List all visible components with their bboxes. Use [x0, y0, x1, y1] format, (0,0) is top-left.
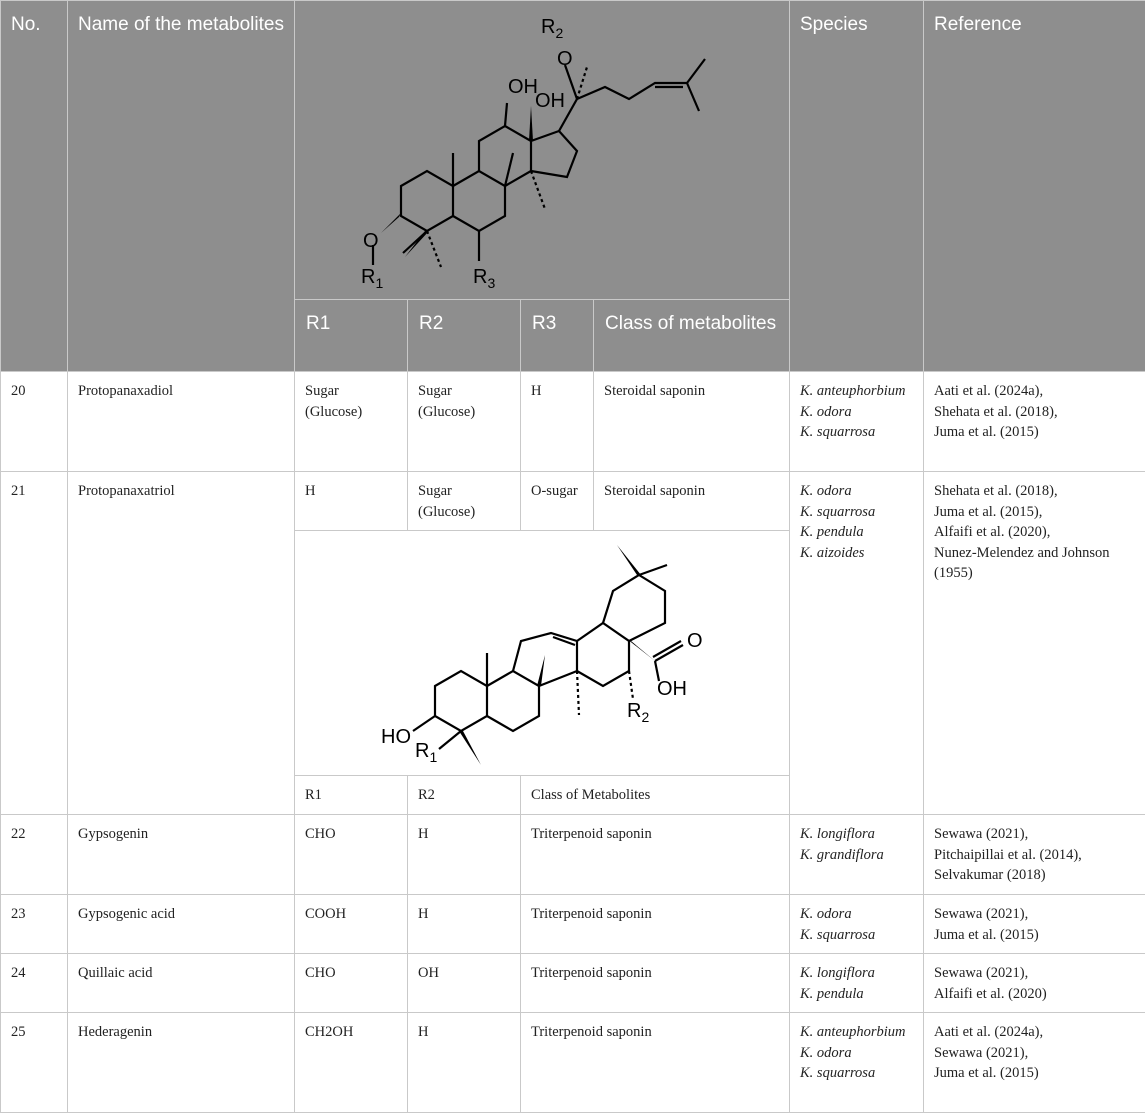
row-class: Triterpenoid saponin: [521, 815, 790, 895]
row-no: 22: [1, 815, 68, 895]
table-row: [1, 895, 1145, 954]
row-species: K. longiflora K. pendula: [790, 954, 924, 1013]
row-class: Steroidal saponin: [594, 372, 790, 472]
oh-label-c14: OH: [535, 90, 565, 112]
oh-label-c12: OH: [508, 76, 538, 98]
r1-label: $R_1$: [361, 266, 383, 291]
header-reference: Reference: [924, 1, 1145, 372]
row-r1: CH2OH: [295, 1013, 408, 1113]
dammarane-skeleton-image: [295, 1, 791, 299]
subheader2-r2: R2: [408, 776, 521, 815]
row-r1: Sugar (Glucose): [295, 372, 408, 472]
oleanane-skeleton-image: [295, 531, 789, 775]
row-r2: H: [408, 815, 521, 895]
row-refs: Sewawa (2021), Alfaifi et al. (2020): [924, 954, 1145, 1013]
row-class: Triterpenoid saponin: [521, 954, 790, 1013]
subheader-r2: R2: [408, 300, 521, 372]
row-no: 23: [1, 895, 68, 954]
o-label-carbonyl: O: [687, 630, 703, 652]
table-row: [1, 815, 1145, 895]
row-name: Protopanaxadiol: [68, 372, 295, 472]
row-name: Protopanaxatriol: [68, 472, 295, 815]
row-name: Gypsogenic acid: [68, 895, 295, 954]
row-r3: H: [521, 372, 594, 472]
subheader2-class: Class of Metabolites: [521, 776, 790, 815]
subheader-r3: R3: [521, 300, 594, 372]
row-species: K. anteuphorbium K. odora K. squarrosa: [790, 1013, 924, 1113]
r2-label-oleanane: $R_2$: [627, 700, 649, 725]
row-r1: CHO: [295, 954, 408, 1013]
row-r2: H: [408, 895, 521, 954]
table-row: [1, 954, 1145, 1013]
structure-oleanane: [295, 531, 790, 776]
row-class: Triterpenoid saponin: [521, 895, 790, 954]
row-species: K. longiflora K. grandiflora: [790, 815, 924, 895]
o-label-side: O: [557, 48, 573, 70]
row-name: Hederagenin: [68, 1013, 295, 1113]
row-name: Gypsogenin: [68, 815, 295, 895]
row-r2: H: [408, 1013, 521, 1113]
header-no: No.: [1, 1, 68, 372]
header-species: Species: [790, 1, 924, 372]
r1-label-oleanane: $R_1$: [415, 740, 437, 765]
row-r2: Sugar (Glucose): [408, 472, 521, 531]
row-no: 20: [1, 372, 68, 472]
subheader2-r1: R1: [295, 776, 408, 815]
subheader-class: Class of metabolites: [594, 300, 790, 372]
table-row: [1, 372, 1145, 472]
row-refs: Sewawa (2021), Pitchaipillai et al. (2014), Selvakumar (2018): [924, 815, 1145, 895]
table-row: [1, 1013, 1145, 1113]
row-refs: Aati et al. (2024a), Shehata et al. (2018), Juma et al. (2015): [924, 372, 1145, 472]
row-no: 25: [1, 1013, 68, 1113]
row-r1: CHO: [295, 815, 408, 895]
row-name: Quillaic acid: [68, 954, 295, 1013]
row-refs: Shehata et al. (2018), Juma et al. (2015), Alfaifi et al. (2020), Nunez-Melendez and Johnson (1955): [924, 472, 1145, 815]
row-no: 24: [1, 954, 68, 1013]
row-species: K. anteuphorbium K. odora K. squarrosa: [790, 372, 924, 472]
row-r1: H: [295, 472, 408, 531]
row-species: K. odora K. squarrosa: [790, 895, 924, 954]
r2-label: $R_2$: [541, 16, 563, 41]
row-r2: Sugar (Glucose): [408, 372, 521, 472]
row-refs: Sewawa (2021), Juma et al. (2015): [924, 895, 1145, 954]
row-species: K. odora K. squarrosa K. pendula K. aizoides: [790, 472, 924, 815]
row-class: Triterpenoid saponin: [521, 1013, 790, 1113]
row-r3: O-sugar: [521, 472, 594, 531]
row-r2: OH: [408, 954, 521, 1013]
table-row: [1, 472, 1145, 531]
row-r1: COOH: [295, 895, 408, 954]
ho-label: HO: [381, 726, 411, 748]
o-label-c3: O: [363, 230, 379, 252]
r3-label: $R_3$: [473, 266, 495, 291]
header-name: Name of the metabolites: [68, 1, 295, 372]
row-no: 21: [1, 472, 68, 815]
row-refs: Aati et al. (2024a), Sewawa (2021), Juma et al. (2015): [924, 1013, 1145, 1113]
row-class: Steroidal saponin: [594, 472, 790, 531]
subheader-r1: R1: [295, 300, 408, 372]
structure-protopanaxadiol: [295, 1, 790, 300]
oh-label-acid: OH: [657, 678, 687, 700]
